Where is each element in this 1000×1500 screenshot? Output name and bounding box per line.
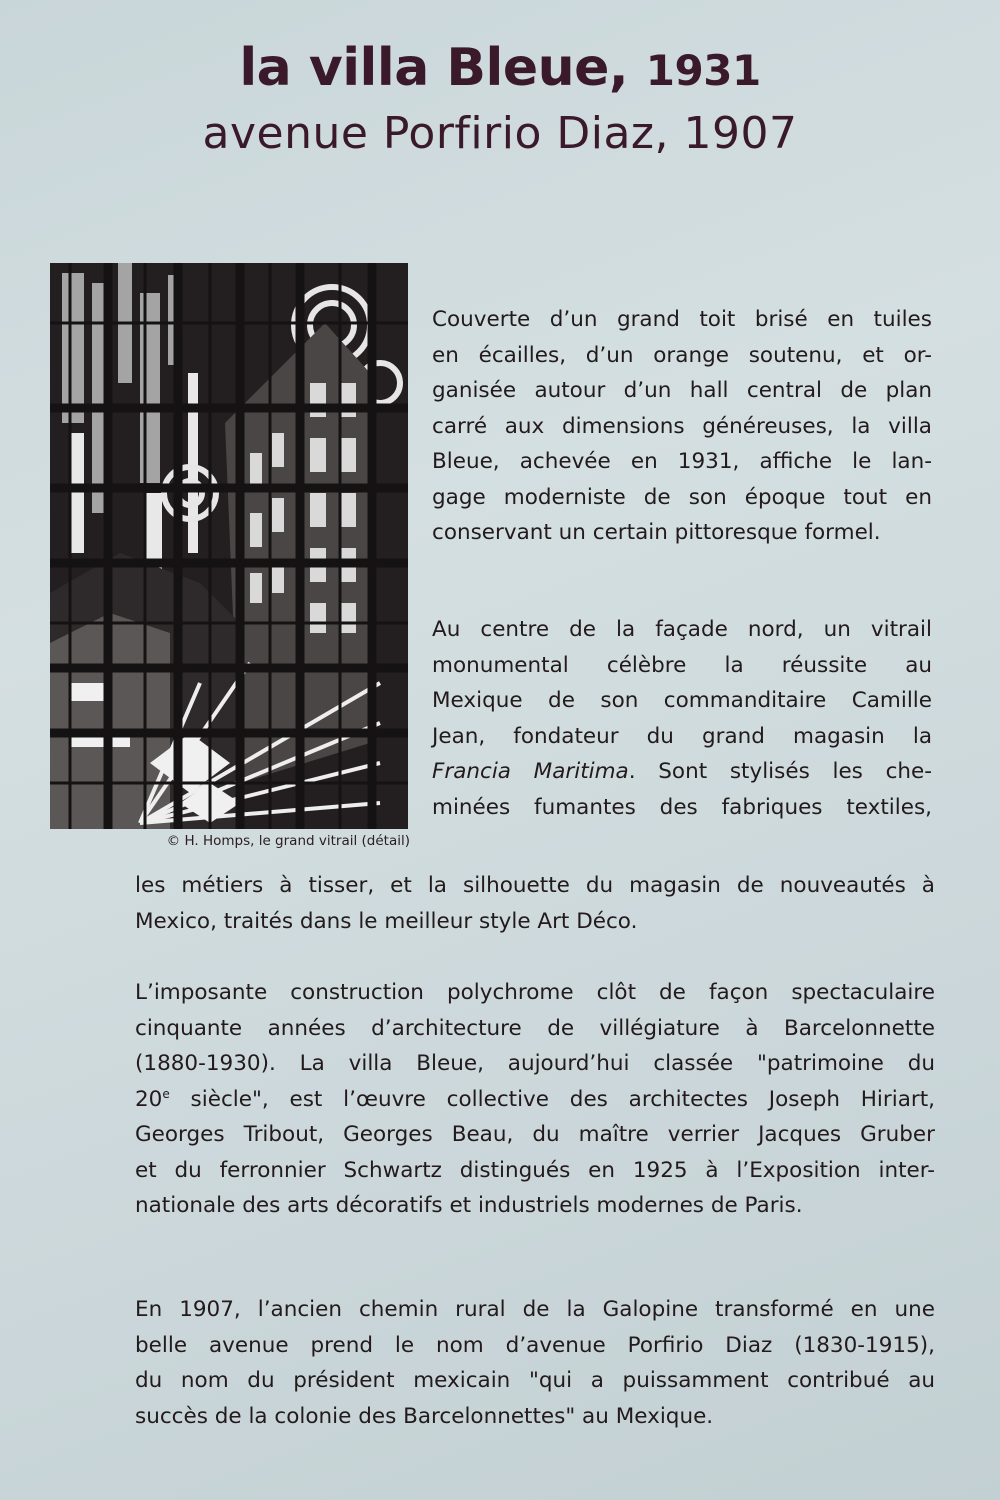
paragraph-line: Au centre de la façade nord, un vitrail (432, 617, 932, 642)
paragraph-line: les métiers à tisser, et la silhouette du magasin de nouveautés à (135, 873, 935, 898)
paragraph-line: succès de la colonie des Barcelonnettes" au Mexique. (135, 1403, 714, 1429)
paragraph-1 (432, 302, 932, 551)
paragraph-line: belle avenue prend le nom d’avenue Porfirio Diaz (1830-1915), (135, 1332, 935, 1358)
paragraph-line: en écailles, d’un orange soutenu, et or- (432, 342, 932, 368)
paragraph-line (432, 754, 932, 790)
paragraph-line: Couverte d’un grand toit brisé en tuiles (432, 307, 932, 332)
paragraph-line: et du ferronnier Schwartz distingués en 1925 à l’Exposition inter- (135, 1157, 935, 1183)
store-name: Francia Maritima (432, 759, 629, 784)
stained-glass-illustration (50, 263, 408, 829)
century-number: 20 (135, 1086, 163, 1112)
paragraph-line: monumental célèbre la réussite au (432, 652, 932, 678)
title-villa-name: la villa Bleue, (239, 38, 629, 98)
paragraph-line-rest: . Sont stylisés les che- (628, 759, 933, 784)
paragraph-line: Georges Tribout, Georges Beau, du maître verrier Jacques Gruber (135, 1122, 935, 1147)
paragraph-line: du nom du président mexicain "qui a puissamment contribué au (135, 1368, 935, 1393)
paragraph-line: Mexique de son commanditaire Camille (432, 688, 932, 713)
paragraph-line: Bleue, achevée en 1931, affiche le lan- (432, 449, 932, 474)
paragraph-line: Mexico, traités dans le meilleur style Art Déco. (135, 908, 638, 934)
paragraph-line-rest: siècle", est l’œuvre collective des architectes Joseph Hiriart, (169, 1086, 935, 1112)
page-subtitle: avenue Porfirio Diaz, 1907 (202, 108, 798, 159)
paragraph-2-continued (135, 868, 935, 939)
century-superscript: e (162, 1086, 170, 1101)
paragraph-line: nationale des arts décoratifs et industriels modernes de Paris. (135, 1193, 803, 1218)
paragraph-2 (432, 612, 932, 825)
page-title (0, 38, 1000, 98)
paragraph-3 (135, 975, 935, 1224)
paragraph-4 (135, 1292, 935, 1434)
title-year: 1931 (645, 46, 761, 95)
paragraph-line: Jean, fondateur du grand magasin la (432, 723, 932, 749)
paragraph-line: gage moderniste de son époque tout en (432, 484, 932, 510)
paragraph-line: minées fumantes des fabriques textiles, (432, 794, 932, 820)
paragraph-line: En 1907, l’ancien chemin rural de la Galopine transformé en une (135, 1297, 935, 1322)
paragraph-line: cinquante années d’architecture de villégiature à Barcelonnette (135, 1015, 935, 1041)
paragraph-line: conservant un certain pittoresque formel. (432, 520, 881, 545)
paragraph-line (135, 1082, 935, 1118)
paragraph-line: L’imposante construction polychrome clôt de façon spectaculaire (135, 980, 935, 1005)
stained-glass-artwork (50, 263, 408, 829)
paragraph-line: carré aux dimensions généreuses, la villa (432, 413, 932, 439)
figure-caption: © H. Homps, le grand vitrail (détail) (166, 833, 410, 849)
paragraph-line: ganisée autour d’un hall central de plan (432, 378, 932, 403)
paragraph-line: (1880-1930). La villa Bleue, aujourd’hui classée "patrimoine du (135, 1051, 935, 1076)
